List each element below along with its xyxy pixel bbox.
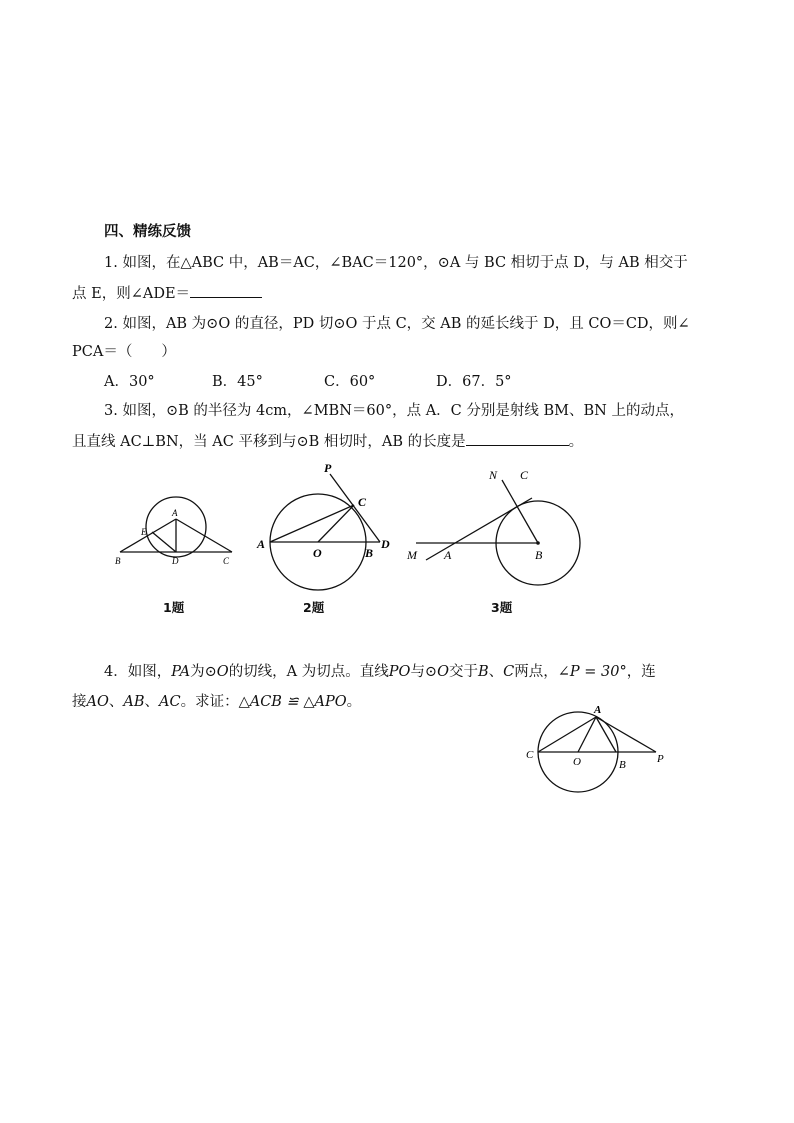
q4-text-7: 两点， — [514, 664, 558, 680]
figure-4 — [520, 698, 670, 796]
question-1-line-1: 1. 如图，在△ABC 中，AB＝AC，∠BAC＝120°，⊙A 与 BC 相切于点 D，与 AB 相交于 — [104, 255, 688, 271]
fig4-label-b: B — [619, 759, 626, 771]
fig1-label-c: C — [223, 556, 230, 566]
fig1-segment-ab — [120, 519, 176, 552]
option-b: B．45° — [212, 374, 263, 390]
answer-blank-1 — [190, 283, 262, 298]
question-3-end: 。 — [568, 434, 584, 450]
fig2-label-c: C — [358, 495, 367, 509]
fig1-label-a: A — [172, 508, 178, 518]
fig2-label-a: A — [257, 537, 266, 551]
figure-1 — [108, 488, 238, 570]
fig2-label-o: O — [313, 546, 322, 560]
q4-text-1: 4．如图， — [104, 664, 172, 680]
fig3-point-b — [536, 541, 540, 545]
answer-blank-3 — [466, 431, 569, 446]
fig4-label-a: A — [594, 704, 602, 716]
q4-text-3: 的切线，A 为切点。直线 — [228, 664, 389, 680]
fig3-label-b: B — [535, 548, 543, 562]
caption-figure-3: 3题 — [491, 600, 513, 615]
q4-math-congruence: △ACB ≌ △APO — [238, 694, 347, 710]
q4-text-5: 交于 — [448, 664, 478, 680]
fig3-label-a: A — [444, 548, 452, 562]
fig1-label-d: D — [172, 556, 179, 566]
fig3-ray-bn — [502, 480, 538, 543]
question-3-text: 且直线 AC⊥BN，当 AC 平移到与⊙B 相切时，AB 的长度是 — [72, 434, 466, 450]
option-c: C．60° — [324, 374, 376, 390]
question-4-line-1 — [104, 662, 656, 682]
fig4-label-p: P — [657, 753, 664, 765]
fig2-segment-oc — [318, 505, 354, 542]
figure-3 — [404, 462, 589, 594]
q4-math-angle-p: ∠P = 30° — [557, 664, 627, 680]
fig2-label-p: P — [324, 461, 332, 475]
fig1-segment-ac — [176, 519, 232, 552]
q4-text-10: 、 — [108, 694, 124, 710]
q4-math-c: C — [503, 664, 515, 680]
caption-figure-2: 2题 — [303, 600, 325, 615]
fig1-label-b: B — [115, 556, 121, 566]
question-2-line-2: PCA＝（ ） — [72, 344, 176, 360]
fig4-label-o: O — [573, 756, 581, 768]
fig4-label-c: C — [526, 749, 534, 761]
q4-math-o: O — [216, 664, 229, 680]
fig3-label-c: C — [520, 468, 529, 482]
q4-math-ab: AB — [123, 694, 145, 710]
fig3-label-m: M — [407, 548, 417, 562]
fig2-tangent-pd — [330, 474, 380, 542]
q4-text-11: 、 — [144, 694, 159, 710]
q4-text-6: 、 — [488, 664, 504, 680]
caption-figure-1: 1题 — [163, 600, 185, 615]
q4-text-4: 与⊙ — [410, 664, 438, 680]
fig3-line-ac — [426, 498, 532, 560]
fig2-label-b: B — [365, 546, 374, 560]
question-1-line-2 — [72, 283, 262, 304]
fig3-label-n: N — [489, 468, 498, 482]
fig2-label-d: D — [381, 537, 390, 551]
q4-math-ac: AC — [159, 694, 181, 710]
fig4-tangent-ap — [596, 717, 656, 752]
question-1-text: 点 E，则∠ADE＝ — [72, 286, 191, 302]
option-d: D．67．5° — [436, 374, 512, 390]
question-3-line-2 — [72, 431, 583, 452]
question-3-line-1: 3. 如图，⊙B 的半径为 4cm，∠MBN＝60°，点 A．C 分别是射线 BM、BN 上的动点， — [104, 403, 684, 419]
question-4-line-2 — [72, 692, 361, 712]
q4-math-o-2: O — [437, 664, 449, 680]
figure-2 — [252, 460, 397, 595]
q4-text-13: 。 — [346, 694, 362, 710]
q4-text-8: ，连 — [626, 664, 656, 680]
q4-math-ao: AO — [86, 694, 109, 710]
section-title: 四、精练反馈 — [104, 223, 191, 240]
q4-text-9: 接 — [72, 694, 87, 710]
option-a: A．30° — [104, 374, 155, 390]
q4-math-b: B — [477, 664, 489, 680]
fig1-label-e: E — [141, 527, 147, 537]
q4-math-po: PO — [388, 664, 411, 680]
question-2-line-1: 2. 如图，AB 为⊙O 的直径，PD 切⊙O 于点 C，交 AB 的延长线于 D，且 CO＝CD，则∠ — [104, 316, 690, 332]
q4-text-12: 。求证： — [180, 694, 239, 710]
q4-math-pa: PA — [171, 664, 191, 680]
q4-text-2: 为⊙ — [190, 664, 217, 680]
